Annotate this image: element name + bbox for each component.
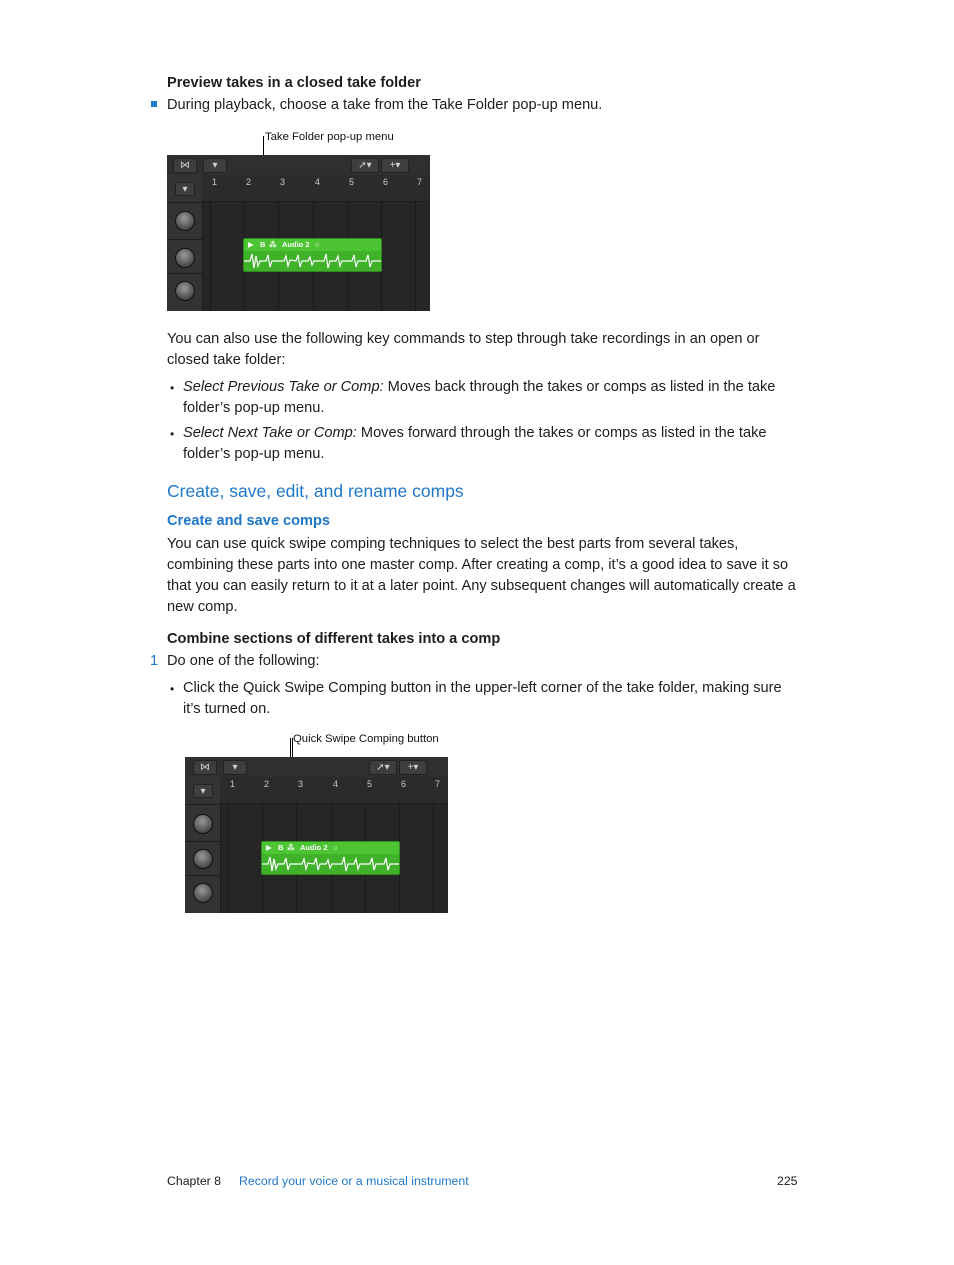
callout-quick-swipe-button: Quick Swipe Comping button xyxy=(293,733,439,745)
take-folder-region[interactable] xyxy=(243,238,382,272)
bar-number: 2 xyxy=(246,177,252,187)
bar-number: 5 xyxy=(349,177,355,187)
row-separator xyxy=(167,239,202,240)
key-commands-intro: You can also use the following key commands to step through take recordings in an open or closed take folder: xyxy=(167,331,760,368)
callout-take-folder-popup: Take Folder pop-up menu xyxy=(265,131,394,143)
footer-chapter-link[interactable]: Record your voice or a musical instrument xyxy=(239,1174,469,1188)
list-item-select-next xyxy=(183,423,798,465)
bullet-dot: • xyxy=(170,381,175,395)
track-options-icon[interactable]: ▾ xyxy=(175,182,195,196)
screenshot-quick-swipe-button xyxy=(185,757,448,913)
bar-number: 7 xyxy=(435,779,441,789)
bullet-dot: • xyxy=(170,682,175,696)
bar-number: 4 xyxy=(333,779,339,789)
marquee-tool-menu[interactable]: +▾ xyxy=(399,760,427,775)
row-separator xyxy=(185,804,220,805)
footer-chapter-label: Chapter 8 xyxy=(167,1174,222,1188)
waveform xyxy=(244,251,381,271)
row-separator xyxy=(185,875,220,876)
region-name: Audio 2 xyxy=(282,240,310,249)
comps-paragraph: You can use quick swipe comping techniques to select the best parts from several takes, combining these parts into one master comp. After creating a comp, it’s a good idea to save it so that you can easily return to it at a later point. Any subsequent changes will automatically create a new comp. xyxy=(167,536,796,615)
volume-knob-icon[interactable] xyxy=(175,248,195,268)
desc-select-previous: Moves back through the takes or comps as listed in the take folder’s pop-up menu. xyxy=(183,379,776,416)
page-number: 225 xyxy=(777,1174,798,1188)
bar-number: 1 xyxy=(212,177,218,187)
bar-number: 2 xyxy=(264,779,270,789)
play-icon[interactable]: ▶ xyxy=(248,240,254,249)
take-folder-popup-menu[interactable]: B xyxy=(278,843,284,852)
bar-number: 5 xyxy=(367,779,373,789)
quick-swipe-comping-button[interactable]: ⋈ xyxy=(173,158,197,173)
subsection-heading-create-save: Create and save comps xyxy=(167,513,331,529)
pointer-tool-menu[interactable]: ➚▾ xyxy=(351,158,379,173)
marquee-tool-menu[interactable]: +▾ xyxy=(381,158,409,173)
track-header-column xyxy=(185,777,221,913)
row-separator xyxy=(167,273,202,274)
grid-line xyxy=(433,803,434,913)
step-number: 1 xyxy=(150,653,159,669)
row-separator xyxy=(185,841,220,842)
volume-knob-icon[interactable] xyxy=(175,211,195,231)
screenshot-closed-take-folder xyxy=(167,155,430,311)
tracks-toolbar xyxy=(167,155,430,176)
volume-knob-icon[interactable] xyxy=(175,281,195,301)
desc-select-next: Moves forward through the takes or comps as listed in the take folder’s pop-up menu. xyxy=(183,425,767,462)
bar-number: 1 xyxy=(230,779,236,789)
step-text: Do one of the following: xyxy=(167,653,320,669)
section-heading-comps: Create, save, edit, and rename comps xyxy=(167,481,464,501)
term-select-next: Select Next Take or Comp: xyxy=(183,425,357,441)
bullet-dot: • xyxy=(170,427,175,441)
region-name: Audio 2 xyxy=(300,843,328,852)
flex-tool-button[interactable]: ▾ xyxy=(223,760,247,775)
bar-number: 7 xyxy=(417,177,423,187)
bar-number: 3 xyxy=(298,779,304,789)
bar-ruler[interactable] xyxy=(220,777,448,804)
take-folder-status-icon: ○ xyxy=(333,843,338,852)
pointer-tool-menu[interactable]: ➚▾ xyxy=(369,760,397,775)
volume-knob-icon[interactable] xyxy=(193,814,213,834)
grid-line xyxy=(210,201,211,311)
task-heading-combine: Combine sections of different takes into a comp xyxy=(167,631,501,647)
bullet-text-preview: During playback, choose a take from the Take Folder pop-up menu. xyxy=(167,97,603,113)
grid-line xyxy=(228,803,229,913)
bar-number: 4 xyxy=(315,177,321,187)
row-separator xyxy=(167,202,202,203)
sub-bullet-quick-swipe: Click the Quick Swipe Comping button in the upper-left corner of the take folder, making sure it’s turned on. xyxy=(183,680,782,717)
take-folder-region[interactable] xyxy=(261,841,400,875)
bullet-square xyxy=(151,101,157,107)
task-heading-preview-takes: Preview takes in a closed take folder xyxy=(167,75,421,91)
flex-tool-button[interactable]: ▾ xyxy=(203,158,227,173)
volume-knob-icon[interactable] xyxy=(193,883,213,903)
bar-ruler[interactable] xyxy=(202,175,430,202)
track-options-icon[interactable]: ▾ xyxy=(193,784,213,798)
volume-knob-icon[interactable] xyxy=(193,849,213,869)
tracks-toolbar xyxy=(185,757,448,778)
list-item-select-previous xyxy=(183,377,798,419)
bar-number: 6 xyxy=(401,779,407,789)
bar-number: 3 xyxy=(280,177,286,187)
grid-line xyxy=(415,201,416,311)
quick-swipe-comping-button[interactable]: ⋈ xyxy=(193,760,217,775)
track-header-column xyxy=(167,175,203,311)
term-select-previous: Select Previous Take or Comp: xyxy=(183,379,384,395)
quick-swipe-icon[interactable]: ⁂ xyxy=(287,843,295,852)
take-folder-popup-menu[interactable]: B xyxy=(260,240,266,249)
quick-swipe-icon[interactable]: ⁂ xyxy=(269,240,277,249)
waveform xyxy=(262,854,399,874)
play-icon[interactable]: ▶ xyxy=(266,843,272,852)
bar-number: 6 xyxy=(383,177,389,187)
take-folder-status-icon: ○ xyxy=(315,240,320,249)
